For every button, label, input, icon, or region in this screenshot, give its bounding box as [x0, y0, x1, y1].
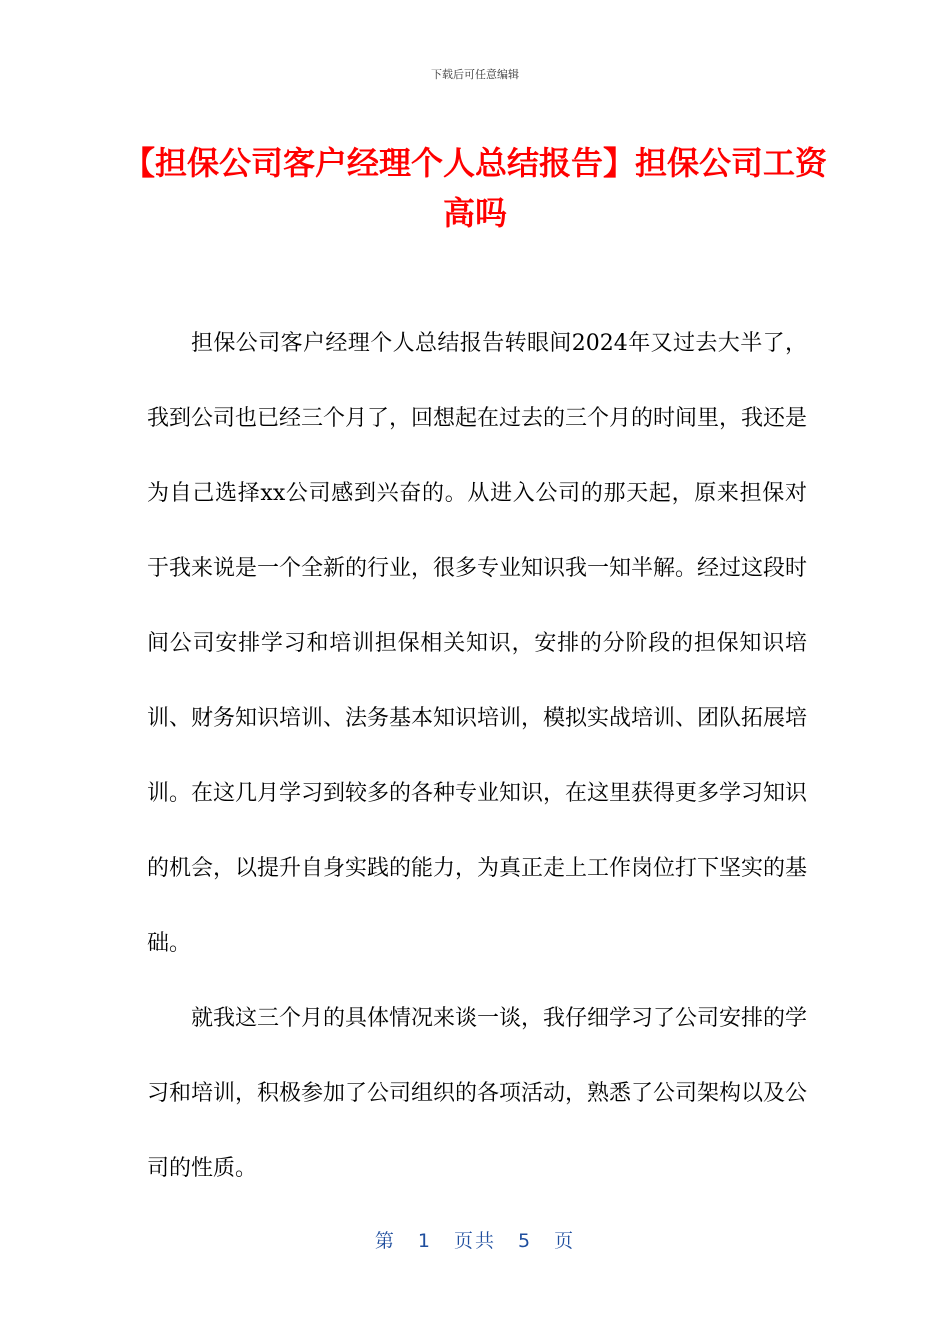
- footer-middle: 页共: [453, 1230, 496, 1252]
- paragraph-2: 就我这三个月的具体情况来谈一谈，我仔细学习了公司安排的学习和培训，积极参加了公司组织的各项活动，熟悉了公司架构以及公司的性质。: [147, 1006, 808, 1181]
- header-note: 下载后可任意编辑: [431, 68, 519, 81]
- paragraph-1: 担保公司客户经理个人总结报告转眼间2024年又过去大半了，我到公司也已经三个月了，回想起在过去的三个月的时间里，我还是为自己选择xx公司感到兴奋的。从进入公司的那天起，原来担保对于我来说是一个全新的行业，很多专业知识我一知半解。经过这段时间公司安排学习和培训担保相关知识，安排的分阶段的担保知识培训、财务知识培训、法务基本知识培训，模拟实战培训、团队拓展培训。在这几月学习到较多的各种专业知识，在这里获得更多学习知识的机会，以提升自身实践的能力，为真正走上工作岗位打下坚实的基础。: [147, 331, 808, 956]
- document-body: [147, 306, 807, 1206]
- footer-total-pages: 5: [518, 1230, 533, 1252]
- footer-current-page: 1: [417, 1230, 432, 1252]
- document-title: 【担保公司客户经理个人总结报告】担保公司工资高吗: [122, 144, 827, 232]
- footer-prefix: 第: [374, 1230, 396, 1252]
- footer-suffix: 页: [554, 1230, 576, 1252]
- page-footer: [0, 1226, 950, 1253]
